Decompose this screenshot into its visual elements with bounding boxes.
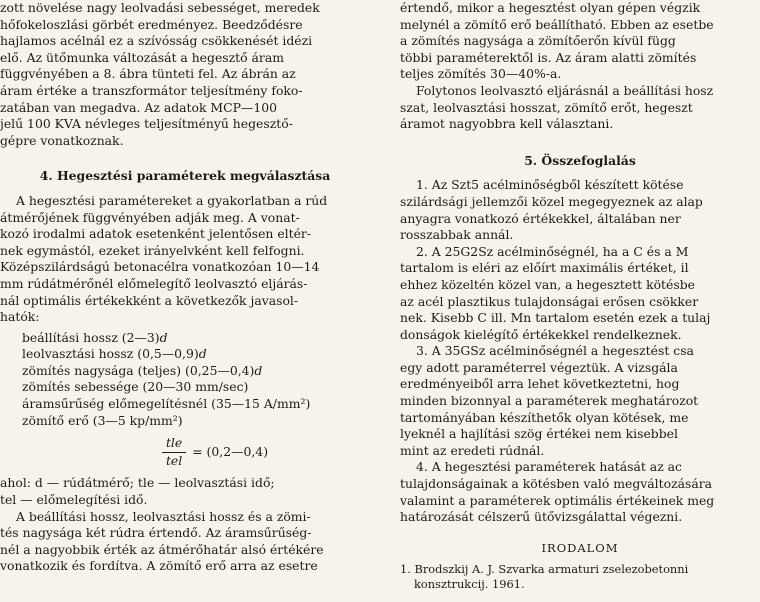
left-paragraph-3 xyxy=(0,509,370,575)
text-line: kozó irodalmi adatok esetenként jelentősen eltér- xyxy=(0,226,312,242)
text-line: 3. A 35GSz acélminőségnél a hegesztést csa xyxy=(416,343,694,359)
text-line: lyeknél a hajlítási szög értékei nem kisebbel xyxy=(400,426,678,442)
list-item: zömítő erő (3—5 kp/mm²) xyxy=(22,412,183,428)
text-line: mint az eredeti rúdnál. xyxy=(400,442,545,458)
text-line: elő. Az ütőmunka változását a hegesztő áram xyxy=(0,49,284,65)
text-line: 1. Az Szt5 acélminőségből készített kötése xyxy=(416,177,684,193)
section-4-heading: 4. Hegesztési paraméterek megválasztása xyxy=(39,168,331,184)
parameter-list xyxy=(22,330,370,430)
text-line: konsztrukcij. 1961. xyxy=(414,576,525,591)
text-line: 4. A hegesztési paraméterek hatását az ac xyxy=(416,459,682,475)
text-line: jelű 100 KVA névleges teljesítményű hegesztő- xyxy=(0,116,293,132)
text-line: donságok kielégítő értékekkel rendelkeznek. xyxy=(400,326,682,342)
section-5-heading: 5. Összefoglalás xyxy=(524,152,636,168)
fraction-numerator: tle xyxy=(162,435,186,453)
text-line: függvényében a 8. ábra tünteti fel. Az ábrán az xyxy=(0,66,296,82)
text-line: nek egymástól, ezeket irányelvként kell felfogni. xyxy=(0,242,305,258)
text-line: ahol: d — rúdátmérő; tle — leolvasztási idő; xyxy=(0,475,275,491)
text-line: szilárdsági jellemzői közel megegyeznek az alap xyxy=(400,193,703,209)
list-item: zömítés sebessége (20—30 mm/sec) xyxy=(22,379,249,395)
list-item: áramsűrűség előmegelítésnél (35—15 A/mm²) xyxy=(22,396,311,412)
text-line: az acél plasztikus tulajdonságai erősen csökker xyxy=(400,293,699,309)
text-line: valamint a paraméterek optimális értékeinek meg xyxy=(400,492,715,508)
text-line: szat, leolvasztási hosszat, zömítő erőt, hegeszt xyxy=(400,99,693,115)
text-line: tés nagysága két rúdra értendő. Az áramsűrűség- xyxy=(0,525,312,541)
text-line: hajlamos acélnál ez a szívósság csökkenését idézi xyxy=(0,33,313,49)
text-line: határozását célszerű ütővizsgálattal végezni. xyxy=(400,509,683,525)
formula-rhs: = (0,2—0,4) xyxy=(192,444,269,460)
summary-item-1 xyxy=(400,177,760,243)
summary-item-3 xyxy=(400,343,760,459)
text-line: eredményeiből arra lehet következtetni, hog xyxy=(400,376,680,392)
references-heading: IRODALOM xyxy=(541,540,619,555)
text-line: Középszilárdságú betonacélra vonatkozóan 10—14 xyxy=(0,259,320,275)
time-ratio-formula xyxy=(60,435,370,469)
text-line: áramot nagyobbra kell választani. xyxy=(400,116,614,132)
list-item: zömítés nagysága (teljes) (0,25—0,4)d xyxy=(22,362,263,378)
text-line: tartalom is eléri az előírt maximális értéket, il xyxy=(400,260,689,276)
text-line: áram értéke a transzformátor teljesítmény foko- xyxy=(0,82,303,98)
reference-item xyxy=(400,562,760,591)
text-line: zatában van megadva. Az adatok MCP—100 xyxy=(0,99,277,115)
text-line: teljes zömítés 30—40%-a. xyxy=(400,66,562,82)
left-paragraph-2 xyxy=(0,193,370,326)
text-line: nál optimális értékekként a következők javasol- xyxy=(0,292,299,308)
text-line: gépre vonatkoznak. xyxy=(0,132,124,148)
text-line: A hegesztési paramétereket a gyakorlatban a rúd xyxy=(16,192,328,208)
text-line: ehhez közeltén közel van, a hegesztett kötésbe xyxy=(400,276,695,292)
summary-item-2 xyxy=(400,244,760,344)
text-line: többi paraméterektől is. Az áram alatti zömítés xyxy=(400,49,697,65)
left-column xyxy=(0,0,370,575)
text-line: 2. A 25G2Sz acélminőségnél, ha a C és a M xyxy=(416,243,689,259)
text-line: mm rúdátmérőnél előmelegítő leolvasztó eljárás- xyxy=(0,275,308,291)
text-line: a zömítés nagysága a zömítőerőn kívül függ xyxy=(400,33,676,49)
text-line: zott növelése nagy leolvadási sebességet, meredek xyxy=(0,0,320,15)
text-line: 1. Brodszkij A. J. Szvarka armaturi zselezobetonni xyxy=(400,562,689,577)
list-item: leolvasztási hossz (0,5—0,9)d xyxy=(22,346,207,362)
text-line: értendő, mikor a hegesztést olyan gépen végzik xyxy=(400,0,701,15)
right-column xyxy=(400,0,760,591)
right-paragraph-2 xyxy=(400,83,760,133)
text-line: anyagra vonatkozó értékekkel, általában ner xyxy=(400,210,681,226)
text-line: tartományában készíthetők olyan kötések, me xyxy=(400,409,689,425)
list-item: beállítási hossz (2—3)d xyxy=(22,329,168,345)
text-line: hatók: xyxy=(0,309,40,325)
text-line: vonatkozik és fordítva. A zömítő erő arra az esetre xyxy=(0,558,318,574)
right-paragraph-1 xyxy=(400,0,760,83)
text-line: melynél a zömítő erő beállítható. Ebben az esetbe xyxy=(400,16,714,32)
text-line: minden bizonnyal a paraméterek meghatározot xyxy=(400,393,699,409)
summary-item-4 xyxy=(400,459,760,525)
text-line: A beállítási hossz, leolvasztási hossz és a zömi- xyxy=(16,508,311,524)
left-paragraph-1 xyxy=(0,0,370,149)
fraction-denominator: tel xyxy=(165,452,183,468)
text-line: tel — előmelegítési idő. xyxy=(0,492,148,508)
text-line: egy adott paraméterrel végeztük. A vizsgála xyxy=(400,359,678,375)
text-line: nek. Kisebb C ill. Mn tartalom esetén ezek a tulaj xyxy=(400,310,711,326)
text-line: hőfokeloszlási görbét eredményez. Beedződésre xyxy=(0,16,303,32)
text-line: átmérőjének függvényében adják meg. A vonat- xyxy=(0,209,300,225)
text-line: Folytonos leolvasztó eljárásnál a beállítási hosz xyxy=(416,82,714,98)
text-line: tulajdonságainak a kötésben való megváltozására xyxy=(400,476,713,492)
text-line: rosszabbak annál. xyxy=(400,227,514,243)
definitions xyxy=(0,475,370,508)
fraction xyxy=(162,435,186,469)
text-line: nél a nagyobbik érték az átmérőhatár alsó értékére xyxy=(0,541,324,557)
